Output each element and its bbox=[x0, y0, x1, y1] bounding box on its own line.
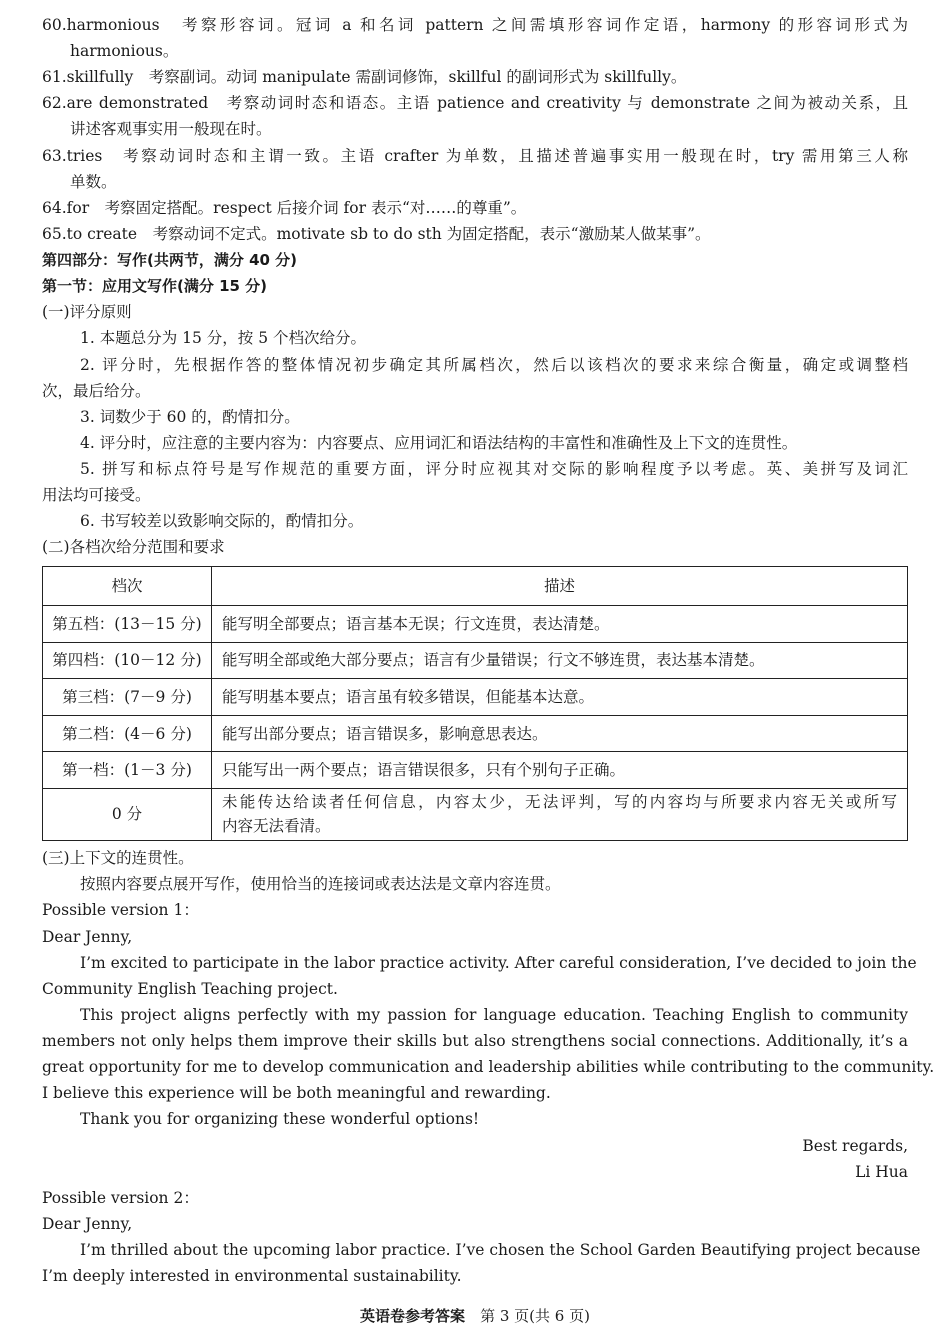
answer-60: 60.harmonious 考察形容词。冠词 a 和名词 pattern 之间需填形容词作定语，harmony 的形容词形式为 bbox=[42, 16, 908, 34]
table-header-desc: 描述 bbox=[212, 567, 908, 606]
desc-cell: 能写明全部要点；语言基本无误；行文连贯，表达清楚。 bbox=[212, 606, 908, 643]
level-cell: 第二档：(4－6 分) bbox=[43, 715, 212, 752]
page-footer bbox=[0, 1306, 950, 1326]
footer-title: 英语卷参考答案 bbox=[360, 1307, 466, 1325]
principle-4: 4. 评分时，应注意的主要内容为：内容要点、应用词汇和语法结构的丰富性和准确性及上下文的连贯性。 bbox=[80, 434, 798, 452]
desc-cell: 能写明全部或绝大部分要点；语言有少量错误；行文不够连贯，表达基本清楚。 bbox=[212, 642, 908, 679]
version1-signature: Li Hua bbox=[855, 1163, 908, 1181]
level-cell: 第三档：(7－9 分) bbox=[43, 679, 212, 716]
version1-p2-line2: members not only helps them improve their skills but also strengthens social connections. Additionally, it’s a bbox=[42, 1032, 908, 1050]
desc-cell: 能写明基本要点；语言虽有较多错误，但能基本达意。 bbox=[212, 679, 908, 716]
table-row bbox=[43, 715, 908, 752]
version2-p1-line2: I’m deeply interested in environmental sustainability. bbox=[42, 1267, 462, 1285]
version1-p2-line1: This project aligns perfectly with my passion for language education. Teaching English to community bbox=[80, 1006, 908, 1024]
answer-61: 61.skillfully 考察副词。动词 manipulate 需副词修饰，skillful 的副词形式为 skillfully。 bbox=[42, 68, 687, 86]
answer-63: 63.tries 考察动词时态和主谓一致。主语 crafter 为单数，且描述普遍事实用一般现在时，try 需用第三人称 bbox=[42, 147, 908, 165]
principle-5: 5. 拼写和标点符号是写作规范的重要方面，评分时应视其对交际的影响程度予以考虑。英、美拼写及词汇 bbox=[80, 460, 908, 478]
level-cell: 0 分 bbox=[43, 788, 212, 840]
version1-p1-line1: I’m excited to participate in the labor practice activity. After careful consideration, I’ve decided to join the bbox=[80, 954, 917, 972]
desc-cell: 能写出部分要点；语言错误多，影响意思表达。 bbox=[212, 715, 908, 752]
version1-p2-line4: I believe this experience will be both meaningful and rewarding. bbox=[42, 1084, 551, 1102]
principle-5-cont: 用法均可接受。 bbox=[42, 486, 151, 504]
table-row bbox=[43, 752, 908, 789]
version1-closing: Best regards, bbox=[802, 1137, 908, 1155]
version1-label: Possible version 1： bbox=[42, 901, 199, 919]
version2-greeting: Dear Jenny, bbox=[42, 1215, 133, 1233]
coherence-text: 按照内容要点展开写作，使用恰当的连接词或表达法是文章内容连贯。 bbox=[80, 875, 561, 893]
version1-p2-line3: great opportunity for me to develop communication and leadership abilities while contributing to the community. bbox=[42, 1058, 935, 1076]
levels-title: (二)各档次给分范围和要求 bbox=[42, 538, 225, 556]
desc-line: 内容无法看清。 bbox=[222, 817, 331, 836]
principle-3: 3. 词数少于 60 的，酌情扣分。 bbox=[80, 408, 300, 426]
version1-p1-line2: Community English Teaching project. bbox=[42, 980, 338, 998]
version2-label: Possible version 2： bbox=[42, 1189, 199, 1207]
table-row bbox=[43, 606, 908, 643]
level-cell: 第一档：(1－3 分) bbox=[43, 752, 212, 789]
version1-greeting: Dear Jenny, bbox=[42, 928, 133, 946]
coherence-title: (三)上下文的连贯性。 bbox=[42, 849, 194, 867]
table-row bbox=[43, 642, 908, 679]
principle-2-cont: 次，最后给分。 bbox=[42, 382, 151, 400]
desc-line: 未能传达给读者任何信息，内容太少，无法评判，写的内容均与所要求内容无关或所写 bbox=[222, 793, 897, 812]
desc-cell: 只能写出一两个要点；语言错误很多，只有个别句子正确。 bbox=[212, 752, 908, 789]
principle-2: 2. 评分时，先根据作答的整体情况初步确定其所属档次，然后以该档次的要求来综合衡量，确定或调整档 bbox=[80, 356, 908, 374]
answer-63-cont: 单数。 bbox=[70, 173, 117, 191]
answer-62: 62.are demonstrated 考察动词时态和语态。主语 patience and creativity 与 demonstrate 之间为被动关系，且 bbox=[42, 94, 908, 112]
section1-title: 第一节：应用文写作(满分 15 分) bbox=[42, 277, 268, 295]
version2-p1-line1: I’m thrilled about the upcoming labor practice. I’ve chosen the School Garden Beautifying project because bbox=[80, 1241, 921, 1259]
answer-60-cont: harmonious。 bbox=[70, 42, 179, 60]
answer-62-cont: 讲述客观事实用一般现在时。 bbox=[70, 120, 272, 138]
level-cell: 第四档：(10－12 分) bbox=[43, 642, 212, 679]
table-row bbox=[43, 679, 908, 716]
table-row bbox=[43, 788, 908, 840]
principle-1: 1. 本题总分为 15 分，按 5 个档次给分。 bbox=[80, 329, 367, 347]
part4-title: 第四部分：写作(共两节，满分 40 分) bbox=[42, 251, 298, 269]
answer-64: 64.for 考察固定搭配。respect 后接介词 for 表示“对……的尊重”。 bbox=[42, 199, 527, 217]
table-header-row bbox=[43, 567, 908, 606]
footer-page-number: 第 3 页(共 6 页) bbox=[480, 1307, 590, 1325]
table-header-level: 档次 bbox=[43, 567, 212, 606]
answer-65: 65.to create 考察动词不定式。motivate sb to do sth 为固定搭配，表示“激励某人做某事”。 bbox=[42, 225, 711, 243]
desc-cell bbox=[212, 788, 908, 840]
level-cell: 第五档：(13－15 分) bbox=[43, 606, 212, 643]
principles-title: (一)评分原则 bbox=[42, 303, 132, 321]
grading-table bbox=[42, 566, 908, 841]
version1-p3: Thank you for organizing these wonderful options! bbox=[80, 1110, 480, 1128]
principle-6: 6. 书写较差以致影响交际的，酌情扣分。 bbox=[80, 512, 364, 530]
